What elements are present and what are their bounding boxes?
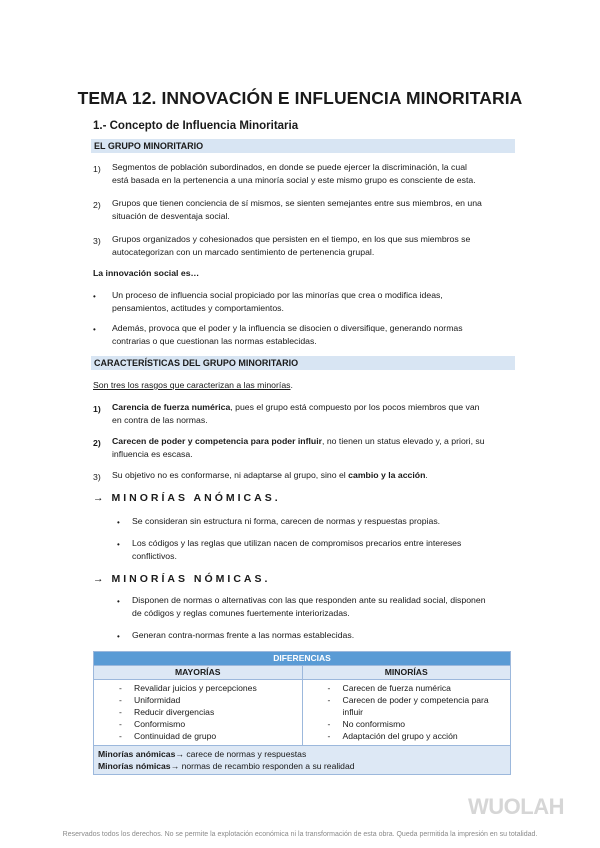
list-item — [112, 197, 482, 223]
bullet-icon: • — [117, 518, 120, 527]
bullet-line: de códigos y reglas comunes fuertemente interiorizadas. — [132, 608, 350, 618]
text: normas de recambio responden a su realidad — [179, 761, 355, 771]
bullet-line: Generan contra-normas frente a las normas establecidas. — [132, 630, 355, 640]
mayorias-cell — [94, 680, 303, 746]
list-number: 2) — [93, 200, 101, 210]
list-item-line: en contra de las normas. — [112, 415, 208, 425]
bullet-line: conflictivos. — [132, 551, 177, 561]
nomicas-heading — [93, 573, 270, 585]
grupo-header: EL GRUPO MINORITARIO — [94, 141, 204, 151]
bold-text: Minorías nómicas — [98, 761, 171, 771]
bullet-item — [132, 515, 440, 528]
anomicas-title: MINORÍAS ANÓMICAS. — [111, 492, 281, 504]
innovacion-title: La innovación social es… — [93, 268, 200, 278]
carac-intro-text: Son tres los rasgos que caracterizan a las minorías — [93, 380, 291, 390]
text: carece de normas y respuestas — [183, 749, 307, 759]
bold-text: Carecen de poder y competencia para poder influir — [112, 436, 323, 446]
list-item-line: Grupos organizados y cohesionados que persisten en el tiempo, en los que sus miembros se — [112, 234, 471, 244]
list-number: 3) — [93, 472, 101, 482]
wuolah-logo: WUOLAH — [468, 794, 564, 819]
bold-text: cambio y la acción — [348, 470, 426, 480]
carac-intro-end: . — [290, 380, 293, 390]
bold-text: Carencia de fuerza numérica — [112, 402, 231, 412]
list-item: - Adaptación del grupo y acción — [303, 730, 505, 742]
copyright-footer: Reservados todos los derechos. No se permite la explotación económica ni la transformación de esta obra. Queda permitida la impresión en su totalidad. — [62, 831, 538, 838]
list-item: - No conformismo — [303, 718, 505, 730]
column-header-minorias: MINORÍAS — [302, 666, 511, 680]
nomicas-title: MINORÍAS NÓMICAS. — [111, 573, 271, 585]
bullet-item — [132, 629, 354, 642]
arrow-right-icon: → — [93, 492, 104, 504]
table-footer — [94, 746, 511, 775]
list-item — [112, 469, 428, 482]
list-item: - Carecen de poder y competencia para influir — [303, 694, 505, 718]
arrow-right-icon: → — [170, 761, 180, 771]
list-item-line: está basada en la pertenencia a una minoría social y este mismo grupo es consciente de esta. — [112, 175, 476, 185]
list-item — [112, 233, 470, 259]
anomicas-heading — [93, 492, 281, 504]
bullet-line: contrarias o que cuestionan las normas establecidas. — [112, 336, 317, 346]
list-item — [112, 401, 479, 427]
list-item: - Uniformidad — [94, 694, 302, 706]
bullet-icon: • — [117, 597, 120, 606]
list-number: 1) — [93, 404, 101, 414]
bullet-icon: • — [93, 292, 96, 301]
list-item: - Carecen de fuerza numérica — [303, 682, 505, 694]
list-item-line: situación de desventaja social. — [112, 211, 230, 221]
list-item-line: influencia es escasa. — [112, 449, 193, 459]
text: , no tienen un status elevado y, a priori, su — [322, 436, 485, 446]
list-item — [112, 435, 485, 461]
bullet-icon: • — [93, 325, 96, 334]
arrow-right-icon: → — [175, 749, 184, 759]
bullet-icon: • — [117, 632, 120, 641]
bullet-line: Se consideran sin estructura ni forma, carecen de normas y respuestas propias. — [132, 516, 441, 526]
diferencias-table — [93, 651, 511, 775]
list-item: - Continuidad de grupo — [94, 730, 302, 742]
list-item: - Revalidar juicios y percepciones — [94, 682, 302, 694]
bullet-item — [112, 322, 463, 348]
list-item: - Conformismo — [94, 718, 302, 730]
bullet-item — [132, 537, 461, 563]
list-item: - Reducir divergencias — [94, 706, 302, 718]
list-item-line: autocategorizan con un marcado sentimiento de pertenencia grupal. — [112, 247, 375, 257]
text: Su objetivo no es conformarse, ni adaptarse al grupo, sino el — [112, 470, 349, 480]
carac-intro — [93, 379, 293, 392]
list-item-line: Segmentos de población subordinados, en donde se puede ejercer la discriminación, la cual — [112, 162, 467, 172]
bullet-line: Los códigos y las reglas que utilizan nacen de compromisos precarios entre intereses — [132, 538, 462, 548]
list-item-line: Grupos que tienen conciencia de sí mismos, se sienten semejantes entre sus miembros, en una — [112, 198, 482, 208]
bullet-line: Disponen de normas o alternativas con las que responden ante su realidad social, disponen — [132, 595, 486, 605]
column-header-mayorias: MAYORÍAS — [94, 666, 303, 680]
bullet-item — [132, 594, 486, 620]
list-number: 2) — [93, 438, 101, 448]
section-heading: 1.- Concepto de Influencia Minoritaria — [93, 120, 299, 132]
bold-text: Minorías anómicas — [98, 749, 176, 759]
bullet-icon: • — [117, 540, 120, 549]
page-title: TEMA 12. INNOVACIÓN E INFLUENCIA MINORITARIA — [77, 88, 523, 108]
bullet-line: Además, provoca que el poder y la influencia se disocien o diversifique, generando normas — [112, 323, 463, 333]
text: . — [425, 470, 428, 480]
bullet-item — [112, 289, 443, 315]
bullet-line: pensamientos, actitudes y comportamientos. — [112, 303, 284, 313]
list-item — [112, 161, 476, 187]
minorias-cell — [302, 680, 511, 746]
table-header: DIFERENCIAS — [94, 652, 511, 666]
arrow-right-icon: → — [93, 573, 104, 585]
bullet-line: Un proceso de influencia social propiciado por las minorías que crea o modifica ideas, — [112, 290, 443, 300]
list-number: 1) — [93, 164, 101, 174]
text: , pues el grupo está compuesto por los pocos miembros que van — [230, 402, 480, 412]
list-number: 3) — [93, 236, 101, 246]
carac-header: CARACTERÍSTICAS DEL GRUPO MINORITARIO — [94, 358, 299, 368]
